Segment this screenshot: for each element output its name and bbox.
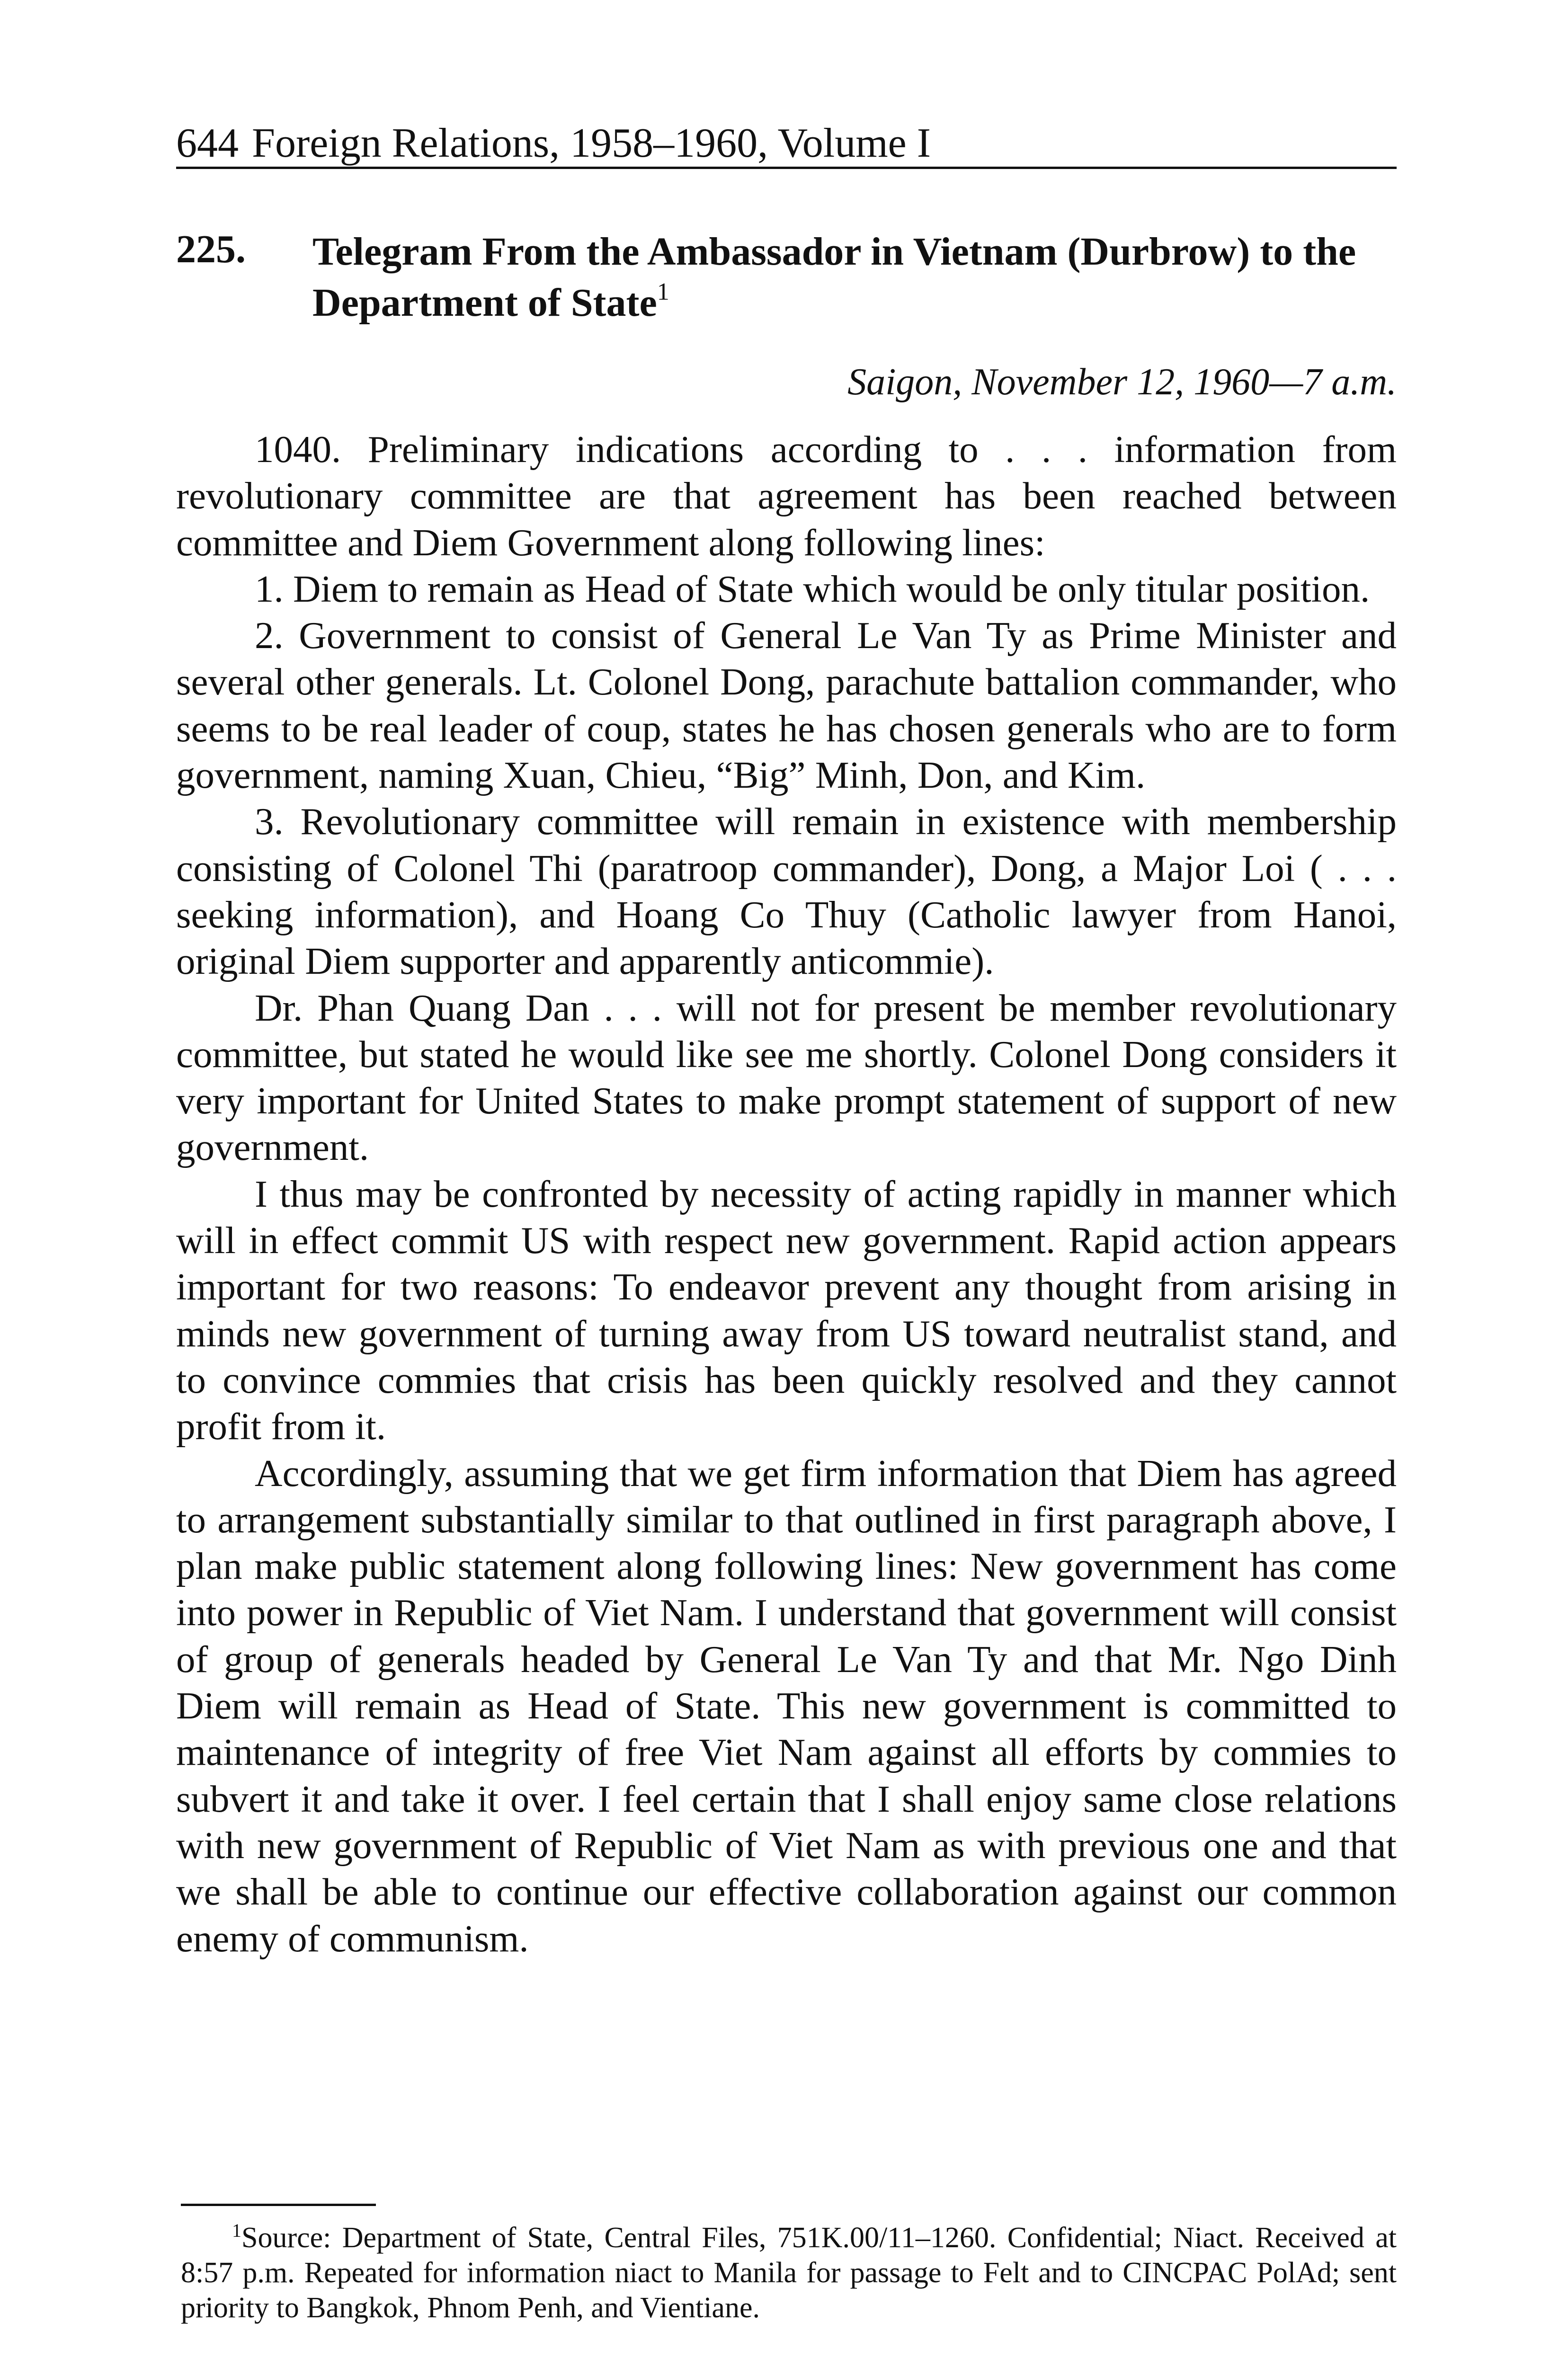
paragraph: I thus may be confronted by necessity of acting rapidly in manner which will in effect commit US with respect new government. Rapid action appears important for two reasons: To endeavor prevent any thought from arising in minds new government of turning away from US toward neutralist stand, and to convince commies that crisis has been quickly resolved and they cannot profit from it. [176,1172,1397,1448]
running-head [176,121,1398,167]
document-number: 225. [176,227,246,271]
document-title [312,226,1397,329]
paragraph: 1040. Preliminary indications according to . . . information from revolutionary committee are that agreement has been reached between committee and Diem Government along following lines: [176,428,1397,564]
footnote-paragraph [181,2220,1397,2325]
paragraph: 2. Government to consist of General Le Van Ty as Prime Minister and several other generals. Lt. Colonel Dong, parachute battalion commander, who seems to be real leader of coup, states he has chosen generals who are to form government, naming Xuan, Chieu, “Big” Minh, Don, and Kim. [176,614,1397,797]
dateline: Saigon, November 12, 1960—7 a.m. [847,361,1397,403]
paragraph: Accordingly, assuming that we get firm information that Diem has agreed to arrangement substantially similar to that outlined in first paragraph above, I plan make public statement along following lines: New government has come into power in Republic of Viet Nam. I understand that government will consist of group of generals headed by General Le Van Ty and that Mr. Ngo Dinh Diem will remain as Head of State. This new government is committed to maintenance of integrity of free Viet Nam against all efforts by commies to subvert it and take it over. I feel certain that I shall enjoy same close relations with new government of Republic of Viet Nam as with previous one and that we shall be able to continue our effective collaboration against our common enemy of communism. [176,1451,1397,1960]
page-number: 644 [176,120,239,166]
footnote-rule [181,2204,376,2206]
header-rule [176,167,1397,169]
volume-title: Foreign Relations, 1958–1960, Volume I [252,120,931,166]
paragraph: 3. Revolutionary committee will remain in existence with membership consisting of Colonel Thi (paratroop commander), Dong, a Major Loi ( . . . seeking information), and Hoang Co Thuy (Catholic lawyer from Hanoi, original Diem supporter and apparently anticommie). [176,800,1397,983]
paragraph: 1. Diem to remain as Head of State which would be only titular position. [255,567,1370,610]
footnote-text: Source: Department of State, Central Files, 751K.00/11–1260. Confidential; Niact. Received at 8:57 p.m. Repeated for information niact to Manila for passage to Felt and to CINCPAC PolAd; sent priority to Bangkok, Phnom Penh, and Vientiane. [181,2222,1397,2324]
document-title-text: Telegram From the Ambassador in Vietnam (Durbrow) to the Department of State [312,230,1356,325]
footnote-marker: 1 [232,2220,241,2241]
footnote [181,2220,1397,2325]
telegram-body [176,426,1397,1962]
paragraph: Dr. Phan Quang Dan . . . will not for present be member revolutionary committee, but stated he would like see me shortly. Colonel Dong considers it very important for United States to make prompt statement of support of new government. [176,986,1397,1169]
footnote-reference: 1 [657,278,669,305]
